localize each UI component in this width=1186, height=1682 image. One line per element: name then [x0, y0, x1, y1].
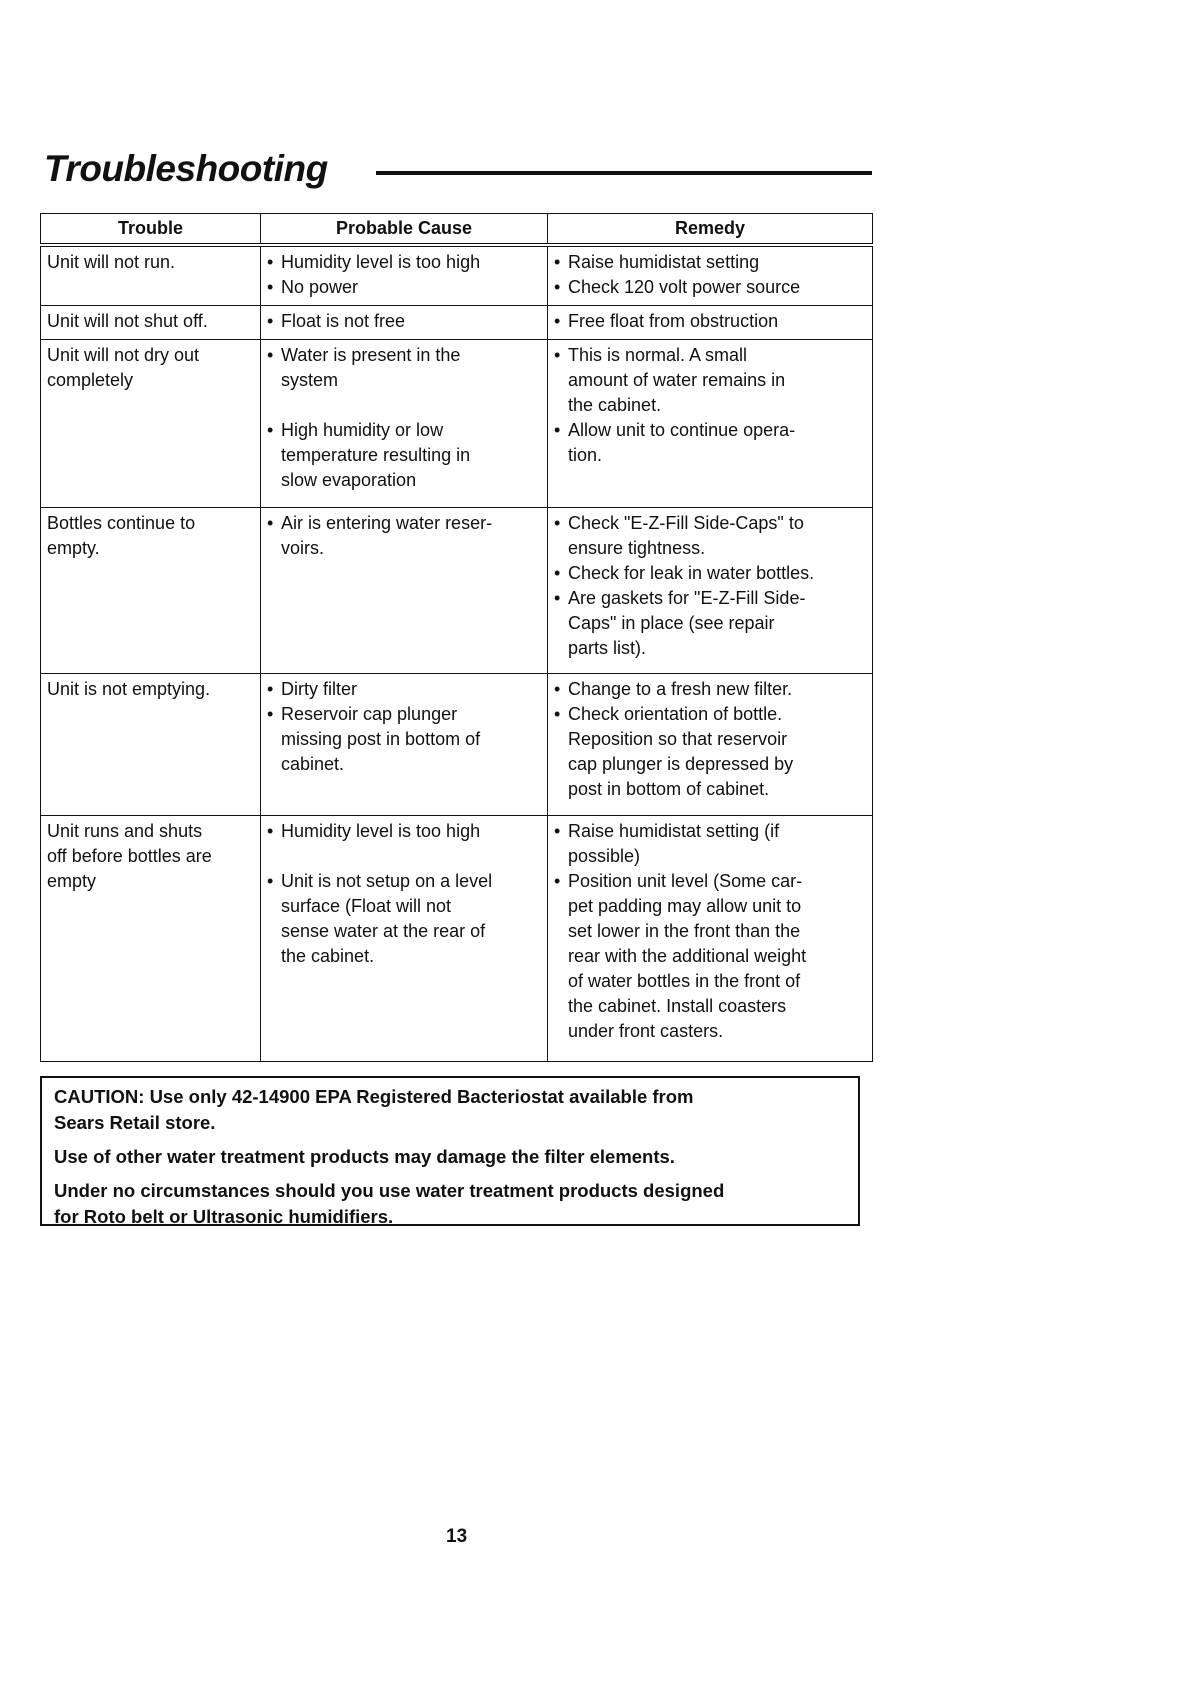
cause-item: • Air is entering water reser- voirs. [267, 512, 493, 558]
cause-item: • Float is not free [267, 310, 406, 331]
remedy-item: • Check orientation of bottle. Reposition so that reservoir cap plunger is depressed by post in bottom of cabinet. [554, 703, 794, 799]
header-remedy: Remedy [548, 214, 873, 246]
trouble-cell: Unit is not emptying. [47, 678, 211, 699]
remedy-item: • Position unit level (Some car- pet padding may allow unit to set lower in the front than the rear with the additional weight of water bottles in the front of the cabinet. Install coasters under front casters. [554, 870, 807, 1041]
remedy-item: • Free float from obstruction [554, 310, 779, 331]
cause-item: • High humidity or low temperature resulting in slow evaporation [267, 419, 471, 490]
remedy-item: • This is normal. A small amount of water remains in the cabinet. [554, 344, 786, 415]
remedy-item: • Raise humidistat setting (if possible) [554, 820, 780, 866]
remedy-item: • Are gaskets for "E-Z-Fill Side- Caps" in place (see repair parts list). [554, 587, 806, 658]
remedy-item: • Check 120 volt power source [554, 277, 801, 297]
remedy-item: • Check for leak in water bottles. [554, 562, 815, 583]
table-row [41, 507, 873, 673]
remedy-item: • Change to a fresh new filter. [554, 678, 793, 699]
trouble-cell: Unit runs and shuts off before bottles are empty [47, 820, 212, 891]
cause-item: • Humidity level is too high [267, 252, 481, 272]
header-cause: Probable Cause [261, 214, 548, 246]
table-row [41, 305, 873, 339]
troubleshooting-table [40, 213, 873, 1062]
table-row [41, 245, 873, 305]
cause-item: • Water is present in the system [267, 344, 461, 390]
header-trouble: Trouble [41, 214, 261, 246]
page-number: 13 [446, 1526, 468, 1547]
table-row [41, 815, 873, 1061]
trouble-cell: Unit will not shut off. [47, 310, 208, 331]
cause-item: • Dirty filter [267, 678, 357, 699]
title-rule [376, 171, 872, 175]
cause-item: • No power [267, 277, 359, 297]
remedy-item: • Raise humidistat setting [554, 252, 760, 272]
cause-item: • Unit is not setup on a level surface (Float will not sense water at the rear of the cabinet. [267, 870, 493, 966]
cause-item: • Humidity level is too high [267, 820, 481, 841]
table-row [41, 339, 873, 507]
caution-text: Under no circumstances should you use water treatment products designed for Roto belt or Ultrasonic humidifiers. [54, 1180, 725, 1227]
trouble-cell: Bottles continue to empty. [47, 512, 196, 558]
cause-item: • Reservoir cap plunger missing post in bottom of cabinet. [267, 703, 481, 774]
caution-text: CAUTION: Use only 42-14900 EPA Registered Bacteriostat available from Sears Retail store. [54, 1086, 694, 1133]
table-row [41, 673, 873, 815]
remedy-item: • Check "E-Z-Fill Side-Caps" to ensure tightness. [554, 512, 804, 558]
table-header-row [41, 214, 873, 246]
caution-text: Use of other water treatment products may damage the filter elements. [54, 1146, 675, 1167]
trouble-cell: Unit will not dry out completely [47, 344, 200, 390]
page-title: Troubleshooting [44, 148, 328, 189]
trouble-cell: Unit will not run. [47, 252, 176, 272]
caution-box [40, 1076, 860, 1226]
remedy-item: • Allow unit to continue opera- tion. [554, 419, 796, 465]
